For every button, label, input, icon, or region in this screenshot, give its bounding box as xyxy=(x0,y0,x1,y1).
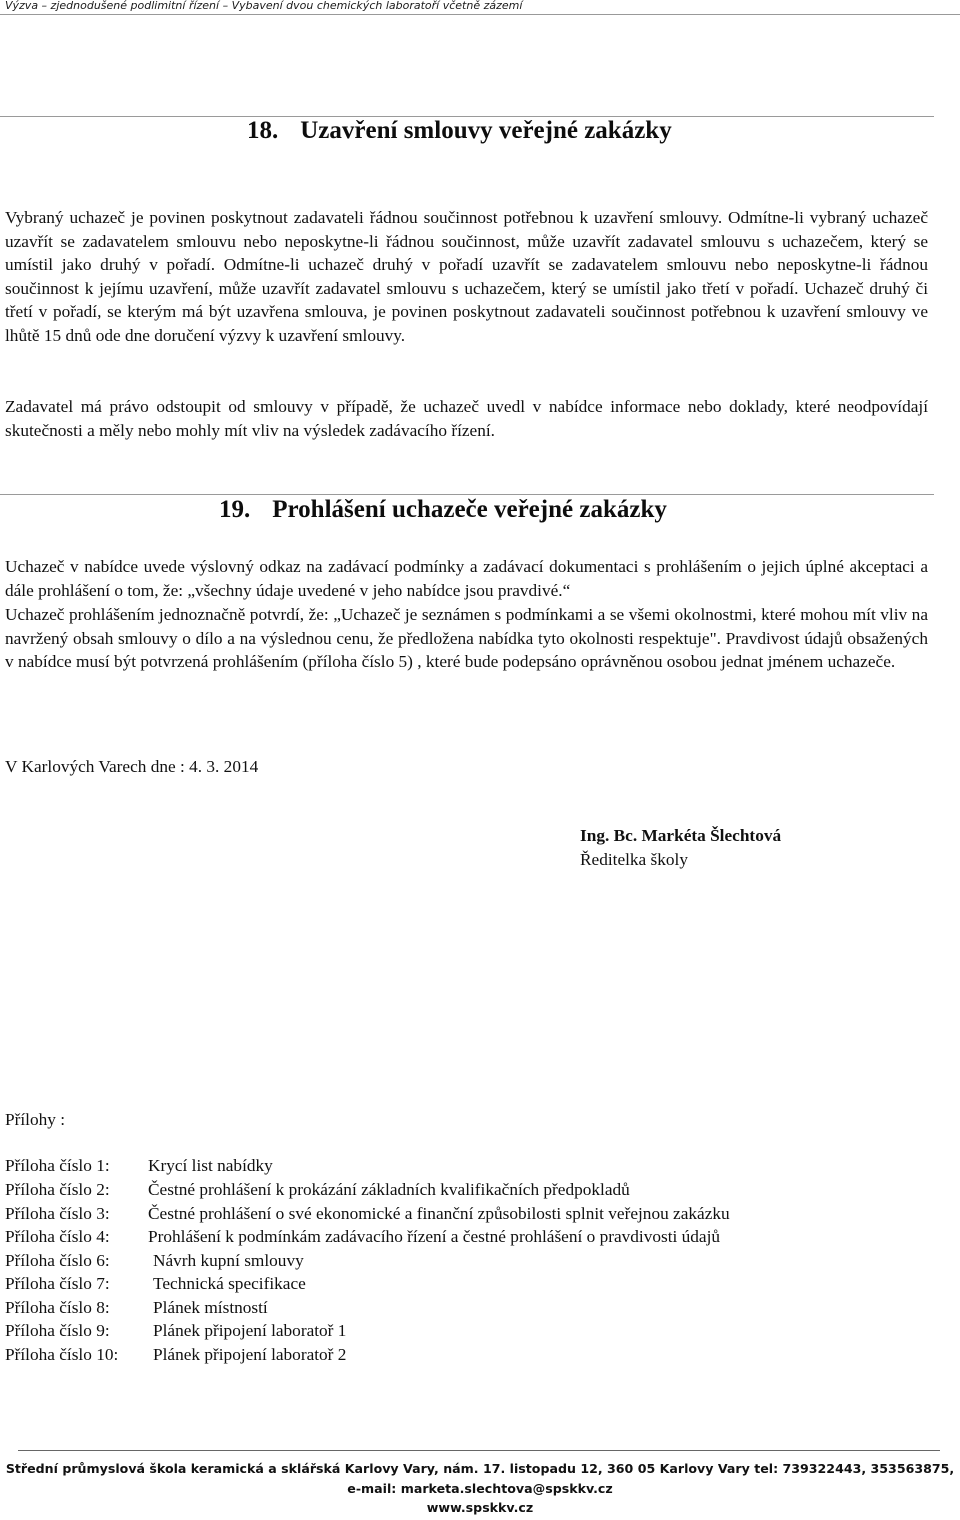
section-18-paragraph-1: Vybraný uchazeč je povinen poskytnout zadavateli řádnou součinnost potřebnou k uzavření smlouvy. Odmítne-li vybraný uchazeč uzavřít se zadavatelem smlouvu nebo neposkytne-li řádnou součinnost, může uzavřít zadavatel smlouvu s uchazečem, který se umístil jako druhý v pořadí. Odmítne-li uchazeč druhý v pořadí uzavřít se zadavatelem smlouvu nebo neposkytne-li řádnou součinnost k jejímu uzavření, může uzavřít zadavatel smlouvu s uchazečem, který se umístil jako třetí v pořadí. Uchazeč druhý či třetí v pořadí, se kterým má být uzavřena smlouva, je povinen poskytnout zadavateli součinnost potřebnou k uzavření smlouvy ve lhůtě 15 dnů ode dne doručení výzvy k uzavření smlouvy. xyxy=(5,208,928,345)
attachment-row xyxy=(5,1321,346,1341)
section-19-number: 19. xyxy=(219,496,251,523)
attachment-row xyxy=(5,1298,268,1318)
footer-website: www.spskkv.cz xyxy=(426,1500,534,1515)
attachment-text: Prohlášení k podmínkám zadávacího řízení a čestné prohlášení o pravdivosti údajů xyxy=(148,1227,721,1246)
attachment-row xyxy=(5,1156,273,1176)
attachment-row xyxy=(5,1227,720,1247)
attachment-label: Příloha číslo 9: xyxy=(5,1321,110,1340)
attachment-label: Příloha číslo 4: xyxy=(5,1227,110,1246)
attachment-row xyxy=(5,1204,730,1224)
attachment-label: Příloha číslo 1: xyxy=(5,1156,110,1175)
section-18-title: Uzavření smlouvy veřejné zakázky xyxy=(300,117,672,144)
attachment-row xyxy=(5,1180,630,1200)
attachments-heading: Přílohy : xyxy=(5,1110,66,1129)
section-18-heading xyxy=(247,117,672,145)
footer-email: e-mail: marketa.slechtova@spskkv.cz xyxy=(347,1481,613,1496)
attachment-row xyxy=(5,1274,306,1294)
attachment-text: Plánek místností xyxy=(153,1298,268,1317)
section-18-paragraph-2: Zadavatel má právo odstoupit od smlouvy v případě, že uchazeč uvedl v nabídce informace nebo doklady, které neodpovídají skutečnosti a měly nebo mohly mít vliv na výsledek zadávacího řízení. xyxy=(5,397,928,440)
footer-divider xyxy=(18,1450,940,1451)
section-19-paragraph-1: Uchazeč v nabídce uvede výslovný odkaz na zadávací podmínky a zadávací dokumentaci s prohlášením o jejich úplné akceptaci a dále prohlášení o tom, že: „všechny údaje uvedené v jeho nabídce jsou pravdivé.“ xyxy=(5,557,928,600)
attachment-text: Plánek připojení laboratoř 1 xyxy=(153,1321,347,1340)
place-and-date: V Karlových Varech dne : 4. 3. 2014 xyxy=(5,757,259,776)
attachment-text: Čestné prohlášení k prokázání základních kvalifikačních předpokladů xyxy=(148,1180,630,1199)
attachment-text: Návrh kupní smlouvy xyxy=(153,1251,304,1270)
attachment-label: Příloha číslo 6: xyxy=(5,1251,110,1270)
attachment-text: Čestné prohlášení o své ekonomické a finanční způsobilosti splnit veřejnou zakázku xyxy=(148,1204,730,1223)
attachment-text: Plánek připojení laboratoř 2 xyxy=(153,1345,347,1364)
attachment-row xyxy=(5,1345,346,1365)
signatory-role: Ředitelka školy xyxy=(580,850,688,869)
attachment-text: Krycí list nabídky xyxy=(148,1156,273,1175)
attachment-label: Příloha číslo 3: xyxy=(5,1204,110,1223)
section-19-heading xyxy=(219,496,667,524)
attachment-text: Technická specifikace xyxy=(153,1274,306,1293)
attachment-label: Příloha číslo 8: xyxy=(5,1298,110,1317)
attachment-label: Příloha číslo 10: xyxy=(5,1345,119,1364)
header-divider xyxy=(0,14,960,15)
section-19-title: Prohlášení uchazeče veřejné zakázky xyxy=(272,496,667,523)
attachment-label: Příloha číslo 7: xyxy=(5,1274,110,1293)
section-19-paragraph-2: Uchazeč prohlášením jednoznačně potvrdí, že: „Uchazeč je seznámen s podmínkami a se všemi okolnostmi, které mohou mít vliv na navržený obsah smlouvy o dílo a na výslednou cenu, že předložena nabídka tyto okolnosti respektuje". Pravdivost údajů obsažených v nabídce musí být potvrzená prohlášením (příloha číslo 5) , které bude podepsáno oprávněnou osobou jednat jménem uchazeče. xyxy=(5,605,928,672)
attachment-row xyxy=(5,1251,304,1271)
section-18-number: 18. xyxy=(247,117,279,144)
section-19-rule xyxy=(0,494,934,495)
signatory-name: Ing. Bc. Markéta Šlechtová xyxy=(580,826,782,845)
attachment-label: Příloha číslo 2: xyxy=(5,1180,110,1199)
footer-address: Střední průmyslová škola keramická a sklářská Karlovy Vary, nám. 17. listopadu 12, 360 05 Karlovy Vary tel: 739322443, 353563875, xyxy=(5,1461,955,1476)
running-header: Výzva – zjednodušené podlimitní řízení – Vybavení dvou chemických laboratoří včetně zázemí xyxy=(5,0,523,12)
